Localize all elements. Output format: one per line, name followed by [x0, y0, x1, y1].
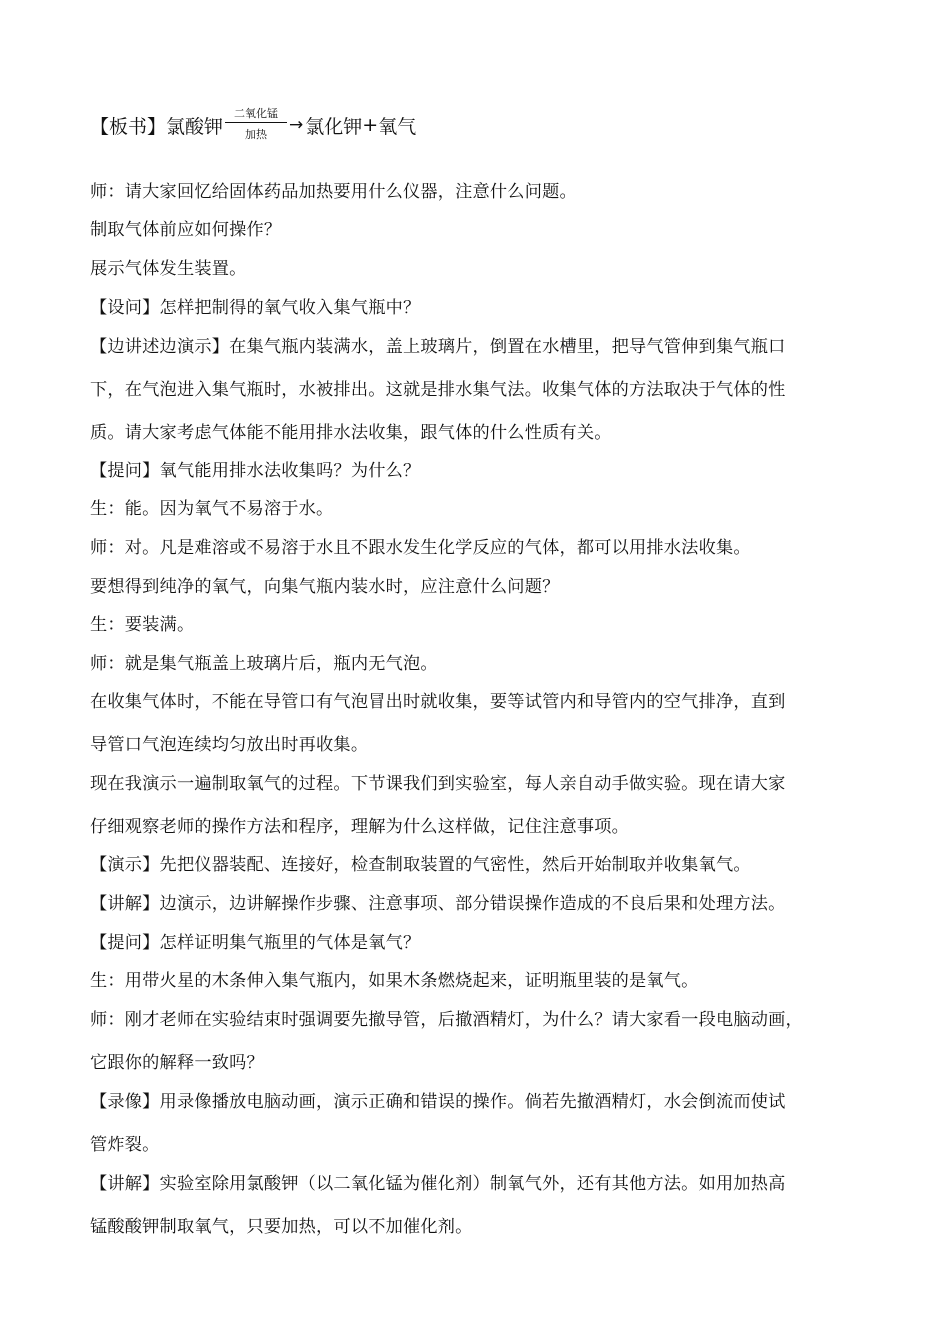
text-line: 师：对。凡是难溶或不易溶于水且不跟水发生化学反应的气体，都可以用排水法收集。 — [90, 538, 751, 558]
text-line: 【提问】怎样证明集气瓶里的气体是氧气？ — [90, 933, 421, 953]
text-line: 【提问】氧气能用排水法收集吗？为什么？ — [90, 461, 421, 481]
text-line: 【录像】用录像播放电脑动画，演示正确和错误的操作。倘若先撤酒精灯，水会倒流而使试 — [90, 1092, 786, 1112]
text-line: 管炸裂。 — [90, 1135, 160, 1155]
text-line: 生：要装满。 — [90, 615, 195, 635]
reaction-condition — [225, 107, 287, 141]
text-line: 师：就是集气瓶盖上玻璃片后，瓶内无气泡。 — [90, 654, 438, 674]
text-line: 锰酸酸钾制取氧气，只要加热，可以不加催化剂。 — [90, 1217, 473, 1237]
text-line: 导管口气泡连续均匀放出时再收集。 — [90, 735, 369, 755]
chemical-equation — [90, 100, 416, 150]
text-line: 【讲解】边演示，边讲解操作步骤、注意事项、部分错误操作造成的不良后果和处理方法。 — [90, 894, 786, 914]
equation-product-1: 氯化钾 — [305, 115, 363, 138]
text-line: 制取气体前应如何操作？ — [90, 220, 282, 240]
catalyst-label: 二氧化锰 — [234, 107, 279, 120]
text-line: 在收集气体时，不能在导管口有气泡冒出时就收集，要等试管内和导管内的空气排净，直到 — [90, 692, 786, 712]
equation-reactant: 氯酸钾 — [166, 115, 224, 138]
text-line: 仔细观察老师的操作方法和程序，理解为什么这样做，记住注意事项。 — [90, 817, 630, 837]
text-line: 质。请大家考虑气体能不能用排水法收集，跟气体的什么性质有关。 — [90, 423, 612, 443]
text-line: 生：能。因为氧气不易溶于水。 — [90, 499, 334, 519]
heating-label: 加热 — [245, 128, 268, 141]
equation-label: 【板书】 — [90, 115, 167, 138]
text-line: 【演示】先把仪器装配、连接好，检查制取装置的气密性，然后开始制取并收集氧气。 — [90, 855, 751, 875]
text-line: 【设问】怎样把制得的氧气收入集气瓶中？ — [90, 298, 421, 318]
text-line: 下，在气泡进入集气瓶时，水被排出。这就是排水集气法。收集气体的方法取决于气体的性 — [90, 380, 786, 400]
text-line: 要想得到纯净的氧气，向集气瓶内装水时，应注意什么问题？ — [90, 577, 560, 597]
text-line: 现在我演示一遍制取氧气的过程。下节课我们到实验室，每人亲自动手做实验。现在请大家 — [90, 774, 786, 794]
text-line: 它跟你的解释一致吗？ — [90, 1053, 264, 1073]
reaction-arrow-icon: → — [289, 115, 304, 135]
equation-plus: + — [362, 114, 379, 136]
text-line: 师：请大家回忆给固体药品加热要用什么仪器，注意什么问题。 — [90, 182, 577, 202]
text-line: 展示气体发生装置。 — [90, 259, 247, 279]
text-line: 【边讲述边演示】在集气瓶内装满水，盖上玻璃片，倒置在水槽里，把导气管伸到集气瓶口 — [90, 337, 786, 357]
text-line: 师：刚才老师在实验结束时强调要先撤导管，后撤酒精灯，为什么？请大家看一段电脑动画， — [90, 1010, 803, 1030]
equation-product-2: 氧气 — [378, 115, 417, 138]
text-line: 【讲解】实验室除用氯酸钾（以二氧化锰为催化剂）制氧气外，还有其他方法。如用加热高 — [90, 1174, 786, 1194]
text-line: 生：用带火星的木条伸入集气瓶内，如果木条燃烧起来，证明瓶里装的是氧气。 — [90, 971, 699, 991]
